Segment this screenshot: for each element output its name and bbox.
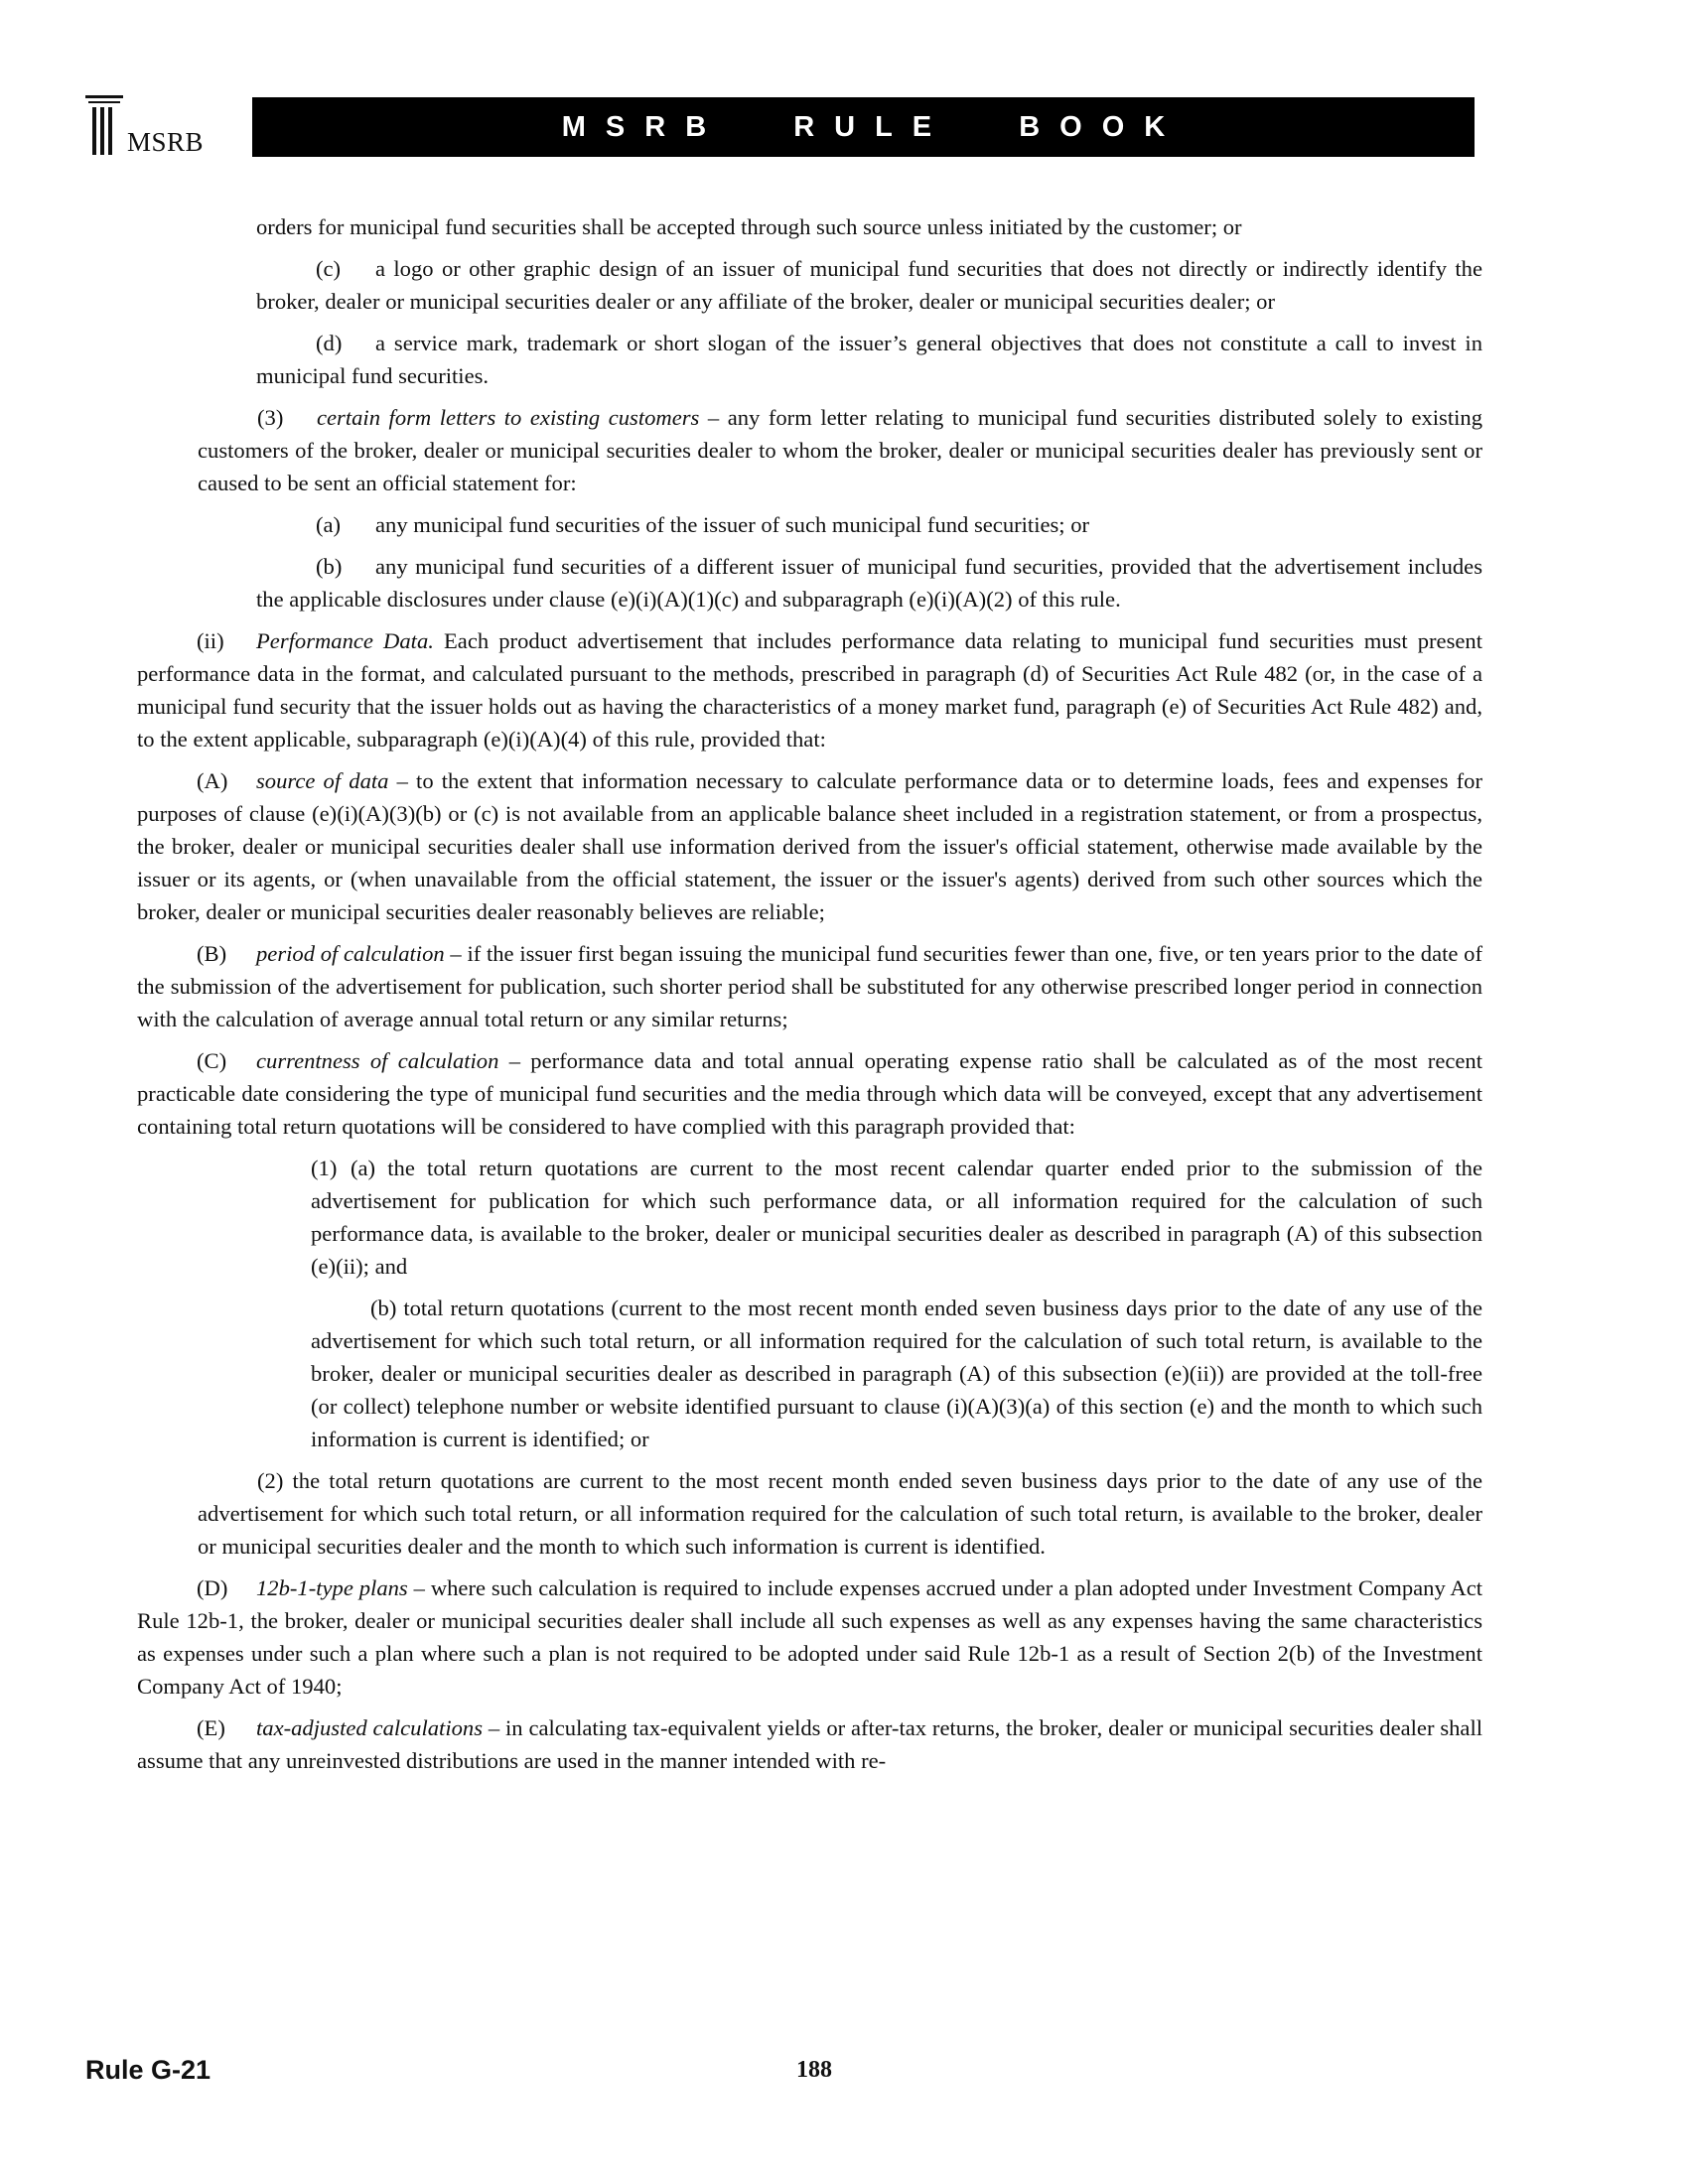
- paragraph: (2) the total return quotations are current to the most recent month ended seven business days prior to the date of any use of the advertisement for which such total return, or all information required for the calculation of such total return, is available to the broker, dealer or municipal securities dealer and the month to which such information is current is identified.: [198, 1468, 1482, 1559]
- paragraph: (a) any municipal fund securities of the issuer of such municipal fund securities; or: [316, 512, 1090, 537]
- paragraph: (b) any municipal fund securities of a different issuer of municipal fund securities, provided that the advertisement includes the applicable disclosures under clause (e)(i)(A)(1)(c) and subparagraph (e)(i)(A)(2) of this rule.: [256, 554, 1482, 612]
- paragraph: (B) period of calculation – if the issuer first began issuing the municipal fund securities fewer than one, five, or ten years prior to the date of the submission of the advertisement for publication, such shorter period shall be substituted for any otherwise prescribed longer period in connection with the calculation of average annual total return or any similar returns;: [137, 941, 1482, 1031]
- rule-label: Rule G-21: [85, 2055, 211, 2085]
- paragraph: (A) source of data – to the extent that information necessary to calculate performance data or to determine loads, fees and expenses for purposes of clause (e)(i)(A)(3)(b) or (c) is not available from an applicable balance sheet included in a registration statement, or from a prospectus, the broker, dealer or municipal securities dealer shall use information derived from the issuer's official statement, otherwise made available by the issuer or its agents, or (when unavailable from the official statement, the issuer or the issuer's agents) derived from such other sources which the broker, dealer or municipal securities dealer reasonably believes are reliable;: [137, 768, 1483, 924]
- rule-text: [137, 210, 1482, 1786]
- paragraph: (3) certain form letters to existing customers – any form letter relating to municipal fund securities distributed solely to existing customers of the broker, dealer or municipal securities dealer to whom the broker, dealer or municipal securities dealer has previously sent or caused to be sent an official statement for:: [198, 405, 1482, 495]
- paragraph: (1) (a) the total return quotations are current to the most recent calendar quarter ended prior to the submission of the advertisement for publication for which such performance data, or all information required for the calculation of such performance data, is available to the broker, dealer or municipal securities dealer as described in paragraph (A) of this subsection (e)(ii); and: [311, 1156, 1482, 1279]
- paragraph: (d) a service mark, trademark or short slogan of the issuer’s general objectives that does not constitute a call to invest in municipal fund securities.: [256, 331, 1482, 388]
- paragraph: (b) total return quotations (current to the most recent month ended seven business days prior to the date of any use of the advertisement for which such total return, or all information required for the calculation of such total return, is available to the broker, dealer or municipal securities dealer as described in paragraph (A) of this subsection (e)(ii)) are provided at the toll-free (or collect) telephone number or website identified pursuant to clause (i)(A)(3)(a) of this section (e) and the month to which such information is current is identified; or: [311, 1296, 1482, 1451]
- rule-book-title: MSRB RULE BOOK: [561, 110, 1186, 143]
- page-number: 188: [796, 2057, 832, 2083]
- logo-text: MSRB: [127, 127, 205, 157]
- paragraph: (D) 12b-1-type plans – where such calculation is required to include expenses accrued under a plan adopted under Investment Company Act Rule 12b-1, the broker, dealer or municipal securities dealer shall include all such expenses as well as any expenses having the same characteristics as expenses under such a plan where such a plan is not required to be adopted under said Rule 12b-1 as a result of Section 2(b) of the Investment Company Act of 1940;: [137, 1575, 1483, 1699]
- pillar-icon: [85, 95, 125, 161]
- paragraph: (E) tax-adjusted calculations – in calculating tax-equivalent yields or after-tax returns, the broker, dealer or municipal securities dealer shall assume that any unreinvested distributions are used in the manner intended with re-: [137, 1715, 1483, 1773]
- paragraph: (C) currentness of calculation – performance data and total annual operating expense ratio shall be calculated as of the most recent practicable date considering the type of municipal fund securities and the media through which data will be conveyed, except that any advertisement containing total return quotations will be considered to have complied with this paragraph provided that:: [137, 1048, 1482, 1139]
- paragraph: orders for municipal fund securities shall be accepted through such source unless initiated by the customer; or: [256, 214, 1242, 239]
- header-bar: [252, 97, 1475, 157]
- paragraph: (c) a logo or other graphic design of an issuer of municipal fund securities that does not directly or indirectly identify the broker, dealer or municipal securities dealer or any affiliate of the broker, dealer or municipal securities dealer; or: [256, 256, 1482, 314]
- paragraph: (ii) Performance Data. Each product advertisement that includes performance data relating to municipal fund securities must present performance data in the format, and calculated pursuant to the methods, prescribed in paragraph (d) of Securities Act Rule 482 (or, in the case of a municipal fund security that the issuer holds out as having the characteristics of a money market fund, paragraph (e) of Securities Act Rule 482) and, to the extent applicable, subparagraph (e)(i)(A)(4) of this rule, provided that:: [137, 628, 1482, 751]
- msrb-logo: [85, 95, 234, 161]
